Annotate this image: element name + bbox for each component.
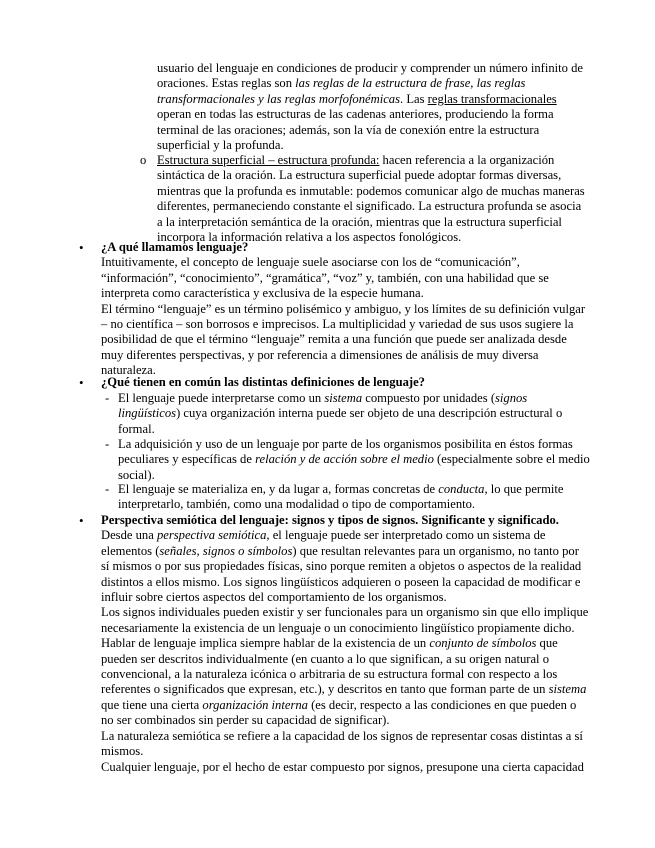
text: ) que resultan relevantes para un organismo, no tanto por sí mismos o por sus propiedades físicas, sino porque remiten a objetos o aspectos de la realidad distintos a ellos mismo. Los signos lingüísticos adquieren o poseen la capacidad de modificar e influir sobre ciertos aspectos del comportamiento de los organismos. <box>101 543 582 605</box>
term-organizacion: organización interna <box>202 697 308 712</box>
text: Hablar de lenguaje implica siempre hablar de la existencia de un <box>101 636 430 651</box>
term-signos: signos lingüísticos <box>118 391 528 421</box>
definition-text: compuesto por unidades ( <box>362 391 496 405</box>
section-what-is-language <box>101 240 589 379</box>
dash-marker: - <box>105 391 110 405</box>
intro-text: usuario del lenguaje en condiciones de producir y comprender un número infinito de oraciones. Estas reglas son <box>157 61 583 91</box>
definition-item <box>118 391 590 437</box>
text: Desde una <box>101 528 157 543</box>
dash-marker: - <box>105 437 110 451</box>
bullet-marker: • <box>79 513 84 528</box>
definition-item <box>118 482 590 513</box>
term-conjunto: conjunto de símbolos <box>429 636 537 651</box>
paragraph: Cualquier lenguaje, por el hecho de estar compuesto por signos, presupone una cierta capacidad <box>101 759 584 774</box>
bullet-marker: • <box>79 240 84 255</box>
section-heading: Perspectiva semiótica del lenguaje: signos y tipos de signos. Significante y significado. <box>101 513 559 527</box>
section-semiotic-perspective <box>101 513 589 775</box>
definition-text: El lenguaje se materializa en, y da lugar a, formas concretas de <box>118 482 439 496</box>
intro-text-2: . Las <box>400 91 428 106</box>
term-sistema: sistema <box>324 391 363 405</box>
surface-deep-structure-text: hacen referencia a la organización sintáctica de la oración. La estructura superficial puede adoptar formas diversas, mientras que la profunda es inmutable: podemos comunicar algo de muchas maneras diferentes, permaneciendo constante el significado. La estructura profunda se asocia a la interpretación semántica de la oración, mientras que la estructura superficial incorpora la información relativa a los aspectos fonológicos. <box>157 153 585 245</box>
definition-text: La adquisición y uso de un lenguaje por parte de los organismos posibilita en éstos formas peculiares y específicas de <box>118 437 573 467</box>
paragraph: Intuitivamente, el concepto de lenguaje suele asociarse con los de “comunicación”, “información”, “conocimiento”, “gramática”, “voz” y, también, con una habilidad que se interpreta como característica y exclusiva de la especie humana. <box>101 255 549 301</box>
paragraph <box>101 636 589 728</box>
term-relacion: relación y de acción sobre el medio <box>255 452 434 467</box>
definition-item <box>118 437 590 483</box>
definition-text: El lenguaje puede interpretarse como un <box>118 391 325 405</box>
paragraph: La naturaleza semiótica se refiere a la capacidad de los signos de representar cosas distintas a sí mismos. <box>101 728 583 759</box>
dash-marker: - <box>105 482 110 496</box>
text: que pueden ser descritos individualmente (en cuanto a lo que significan, a su origen natural o convencional, a la naturaleza icónica o arbitraria de su estructura formal con respecto a los referentes o significados que expresan, etc.), y descritos en tanto que forman parte de un <box>101 636 558 697</box>
surface-deep-structure-item <box>157 153 589 245</box>
sub-bullet-marker: o <box>140 153 147 167</box>
rule-types: las reglas de la estructura de frase, las reglas transformacionales y las reglas morfofonémicas <box>157 76 526 106</box>
bullet-marker: • <box>79 375 84 390</box>
text: (es decir, respecto a las condiciones en que pueden o no ser combinados sin perder su capacidad de significar). <box>101 697 577 728</box>
text: que tiene una cierta <box>101 697 203 712</box>
surface-deep-structure-term: Estructura superficial – estructura profunda: <box>157 153 380 167</box>
definition-text: ) cuya organización interna puede ser objeto de una descripción estructural o formal. <box>118 406 563 436</box>
section-heading: ¿Qué tienen en común las distintas definiciones de lenguaje? <box>101 375 425 389</box>
paragraph: Los signos individuales pueden existir y ser funcionales para un organismo sin que ello implique necesariamente la existencia de un lenguaje o un conocimiento lingüístico propiamente dicho. <box>101 605 589 635</box>
term-sistema: sistema <box>548 682 587 697</box>
term-senales: señales, signos o símbolos <box>159 543 293 558</box>
intro-text-3: operan en todas las estructuras de las cadenas anteriores, produciendo la forma terminal de las oraciones; además, son la vía de conexión entre la estructura superficial y la profunda. <box>157 107 554 153</box>
transformational-rules-term: reglas transformacionales <box>427 91 557 106</box>
paragraph <box>101 528 589 605</box>
section-common-definitions <box>101 375 589 390</box>
intro-paragraph <box>157 61 589 153</box>
section-heading: ¿A qué llamamos lenguaje? <box>101 240 249 254</box>
term-perspectiva: perspectiva semiótica <box>156 528 267 543</box>
text: , el lenguaje puede ser interpretado como un sistema de elementos ( <box>101 528 546 558</box>
term-conducta: conducta <box>438 482 485 496</box>
definition-text: (especialmente sobre el medio social). <box>118 452 590 482</box>
definition-text: , lo que permite interpretarlo, también, como una modalidad o tipo de comportamiento. <box>118 482 564 512</box>
paragraph: El término “lenguaje” es un término polisémico y ambiguo, y los límites de su definición vulgar – no científica – son borrosos e imprecisos. La multiplicidad y variedad de sus usos sugiere la posibilidad de que el término “lenguaje” remita a una función que puede ser analizada desde muy diferentes perspectivas, y por referencia a dimensiones de análisis de muy diversa naturaleza. <box>101 301 586 378</box>
